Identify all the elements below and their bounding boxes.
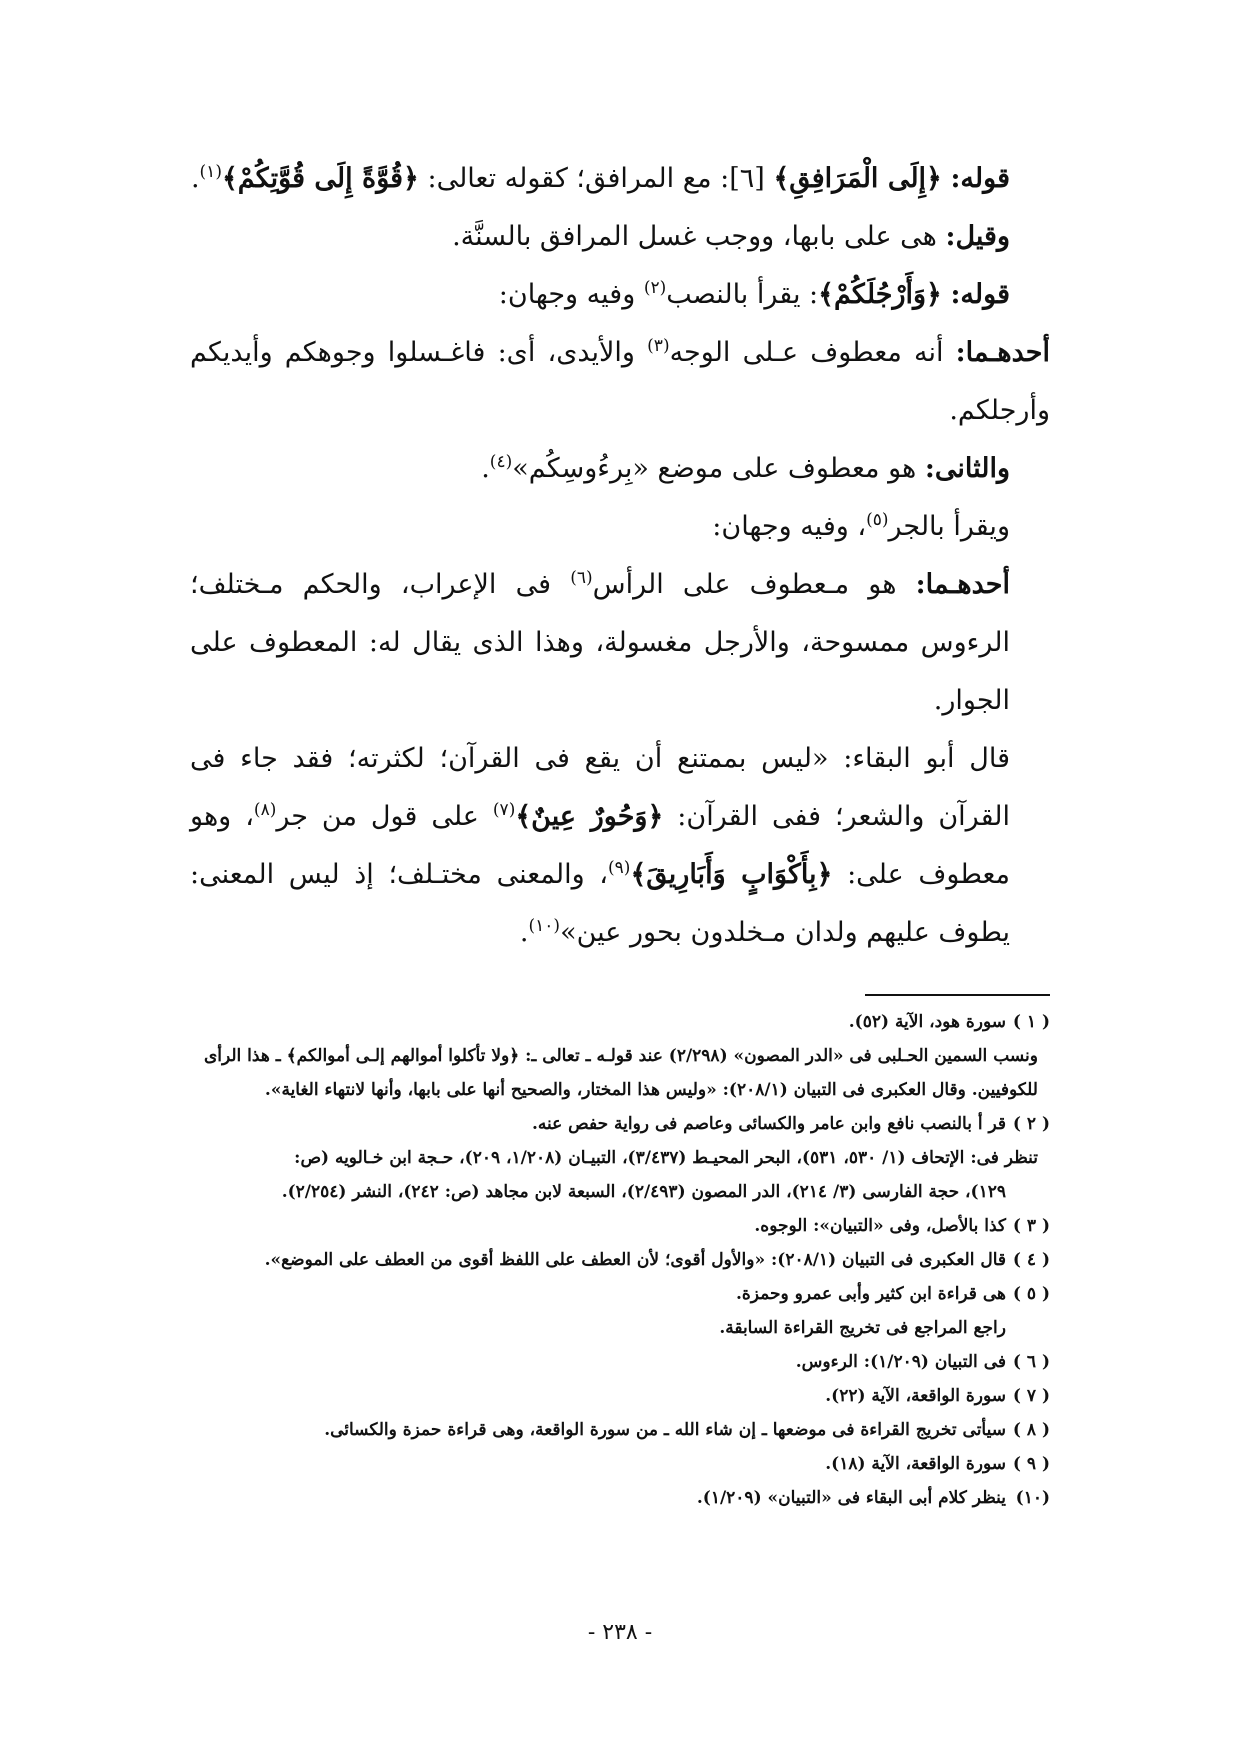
text: .: [519, 917, 529, 948]
text: : يقرأ بالنصب: [666, 279, 819, 310]
footnotes: [190, 1005, 1050, 1515]
footnote-number: ( ٦ ): [1012, 1352, 1050, 1372]
footnote-1: [190, 1005, 1050, 1039]
footnote-10: [190, 1481, 1050, 1515]
paragraph-7: [190, 556, 1050, 730]
footnote-ref: (٦): [570, 568, 593, 588]
footnote-ref: (٧): [492, 800, 516, 820]
text: والأيدى، أى: فاغـسلوا وجوهكم وأيديكم وأرجلكم.: [190, 337, 1050, 426]
paragraph-2: [190, 208, 1050, 266]
quran-quote: ﴿إِلَى الْمَرَافِقِ﴾: [773, 163, 942, 194]
quran-quote: ﴿قُوَّةً إِلَى قُوَّتِكُمْ﴾: [221, 163, 419, 194]
footnote-text: هى قراءة ابن كثير وأبى عمرو وحمزة.: [735, 1284, 1006, 1304]
footnote-4: [190, 1243, 1050, 1277]
footnote-1-continued: للكوفيين. وقال العكبرى فى التبيان (٢٠٨/١): «وليس هذا المختار، والصحيح أنها على بابها، وأنها لانتهاء الغاية».: [264, 1080, 1038, 1100]
footnote-number: ( ١ ): [1012, 1012, 1050, 1032]
footnote-3: [190, 1209, 1050, 1243]
paragraph-1: [190, 150, 1050, 208]
keyword: قوله:: [950, 279, 1010, 310]
footnote-ref: (٥): [866, 510, 889, 530]
keyword: والثانى:: [924, 453, 1010, 484]
paragraph-4: [190, 324, 1050, 440]
text: ، وهو معطوف على:: [190, 801, 1010, 890]
footnote-text: كذا بالأصل، وفى «التبيان»: الوجوه.: [754, 1216, 1006, 1236]
footnote-2: [190, 1107, 1050, 1141]
text: وفيه وجهان:: [498, 279, 636, 310]
text: على قول من جر: [276, 801, 479, 832]
text: ، وفيه وجهان:: [712, 511, 867, 542]
footnote-text: قر أ بالنصب نافع وابن عامر والكسائى وعاصم فى رواية حفص عنه.: [531, 1114, 1006, 1134]
text: ، والمعنى مختـلف؛ إذ ليس المعنى: يطوف عليهم ولدان مـخلدون بحور عين»: [190, 859, 1010, 948]
footnote-number: ( ٨ ): [1012, 1420, 1050, 1440]
text: [٦]: مع المرافق؛ كقوله تعالى:: [427, 163, 765, 194]
text: فى الإعراب، والحكم مـختلف؛ الرءوس ممسوحة، والأرجل مغسولة، وهذا الذى يقال له: المعطوف على الجوار.: [190, 569, 1010, 716]
footnote-text: سيأتى تخريج القراءة فى موضعها ـ إن شاء الله ـ من سورة الواقعة، وهى قراءة حمزة والكسائى.: [324, 1420, 1006, 1440]
footnote-9: [190, 1447, 1050, 1481]
footnote-2-continued: تنظر فى: الإتحاف (١/ ٥٣٠، ٥٣١)، البحر المحيـط (٣/٤٣٧)، التبيـان (١/٢٠٨، ٢٠٩)، حـجة ابن خـالويه (ص:: [294, 1148, 1038, 1168]
footnote-text: قال العكبرى فى التبيان (٢٠٨/١): «والأول أقوى؛ لأن العطف على اللفظ أقوى من العطف على الموضع».: [264, 1250, 1006, 1270]
main-text: [190, 150, 1050, 962]
footnote-5-continued: راجع المراجع فى تخريج القراءة السابقة.: [719, 1318, 1006, 1338]
text: هو مـعطوف على الرأس: [592, 569, 897, 600]
footnote-ref: (٣): [647, 336, 670, 356]
footnote-1-continued: ونسب السمين الحـلبى فى «الدر المصون» (٢/٢٩٨) عند قولـه ـ تعالى ـ: ﴿ولا تأكلوا أموالهم إلـى أموالكم﴾ ـ هذا الرأى: [203, 1046, 1038, 1066]
footnote-2-continued: ١٢٩)، حجة الفارسى (٣/ ٢١٤)، الدر المصون (٢/٤٩٣)، السبعة لابن مجاهد (ص: ٢٤٢)، النشر (٢/٢٥٤).: [281, 1182, 1006, 1202]
footnote-ref: (١٠): [528, 916, 561, 936]
keyword: أحدهـما:: [955, 337, 1050, 368]
footnote-ref: (٨): [253, 800, 277, 820]
footnote-number: ( ٥ ): [1012, 1284, 1050, 1304]
paragraph-5: [190, 440, 1050, 498]
footnote-text: ينظر كلام أبى البقاء فى «التبيان» (١/٢٠٩).: [696, 1488, 1006, 1508]
paragraph-3: [190, 266, 1050, 324]
footnote-number: ( ٩ ): [1012, 1454, 1050, 1474]
footnote-ref: (٢): [643, 278, 667, 298]
text: .: [190, 163, 200, 194]
quran-quote: ﴿وَأَرْجُلَكُمْ﴾: [818, 279, 942, 310]
keyword: وقيل:: [945, 221, 1010, 252]
footnote-number: (١٠): [1015, 1488, 1050, 1508]
keyword: أحدهـما:: [915, 569, 1010, 600]
footnote-ref: (٩): [608, 858, 631, 878]
text: هو معطوف على موضع «بِرءُوسِكُم»: [512, 453, 917, 484]
paragraph-8: [190, 730, 1050, 962]
text: قال أبو البقاء: «ليس بممتنع أن يقع فى القرآن؛ لكثرته؛ فقد جاء فى القرآن والشعر؛ ففى القرآن:: [190, 743, 1010, 832]
footnote-6: [190, 1345, 1050, 1379]
footnote-text: سورة هود، الآية (٥٢).: [848, 1012, 1006, 1032]
quran-quote: ﴿وَحُورٌ عِينٌ﴾: [515, 801, 664, 832]
footnote-8: [190, 1413, 1050, 1447]
text: هى على بابها، ووجب غسل المرافق بالسنَّة.: [452, 221, 937, 252]
quran-quote: ﴿بِأَكْوَابٍ وَأَبَارِيقَ﴾: [630, 859, 833, 890]
footnote-text: سورة الواقعة، الآية (٢٢).: [825, 1386, 1006, 1406]
page-number: - ٢٣٨ -: [587, 1620, 653, 1645]
footnote-7: [190, 1379, 1050, 1413]
footnote-ref: (١): [199, 162, 222, 182]
footnote-ref: (٤): [489, 452, 513, 472]
footnote-number: ( ٧ ): [1012, 1386, 1050, 1406]
text: أنه معطوف عـلى الوجه: [669, 337, 944, 368]
footnote-number: ( ٤ ): [1012, 1250, 1050, 1270]
text: ويقرأ بالجر: [888, 511, 1010, 542]
footnote-text: سورة الواقعة، الآية (١٨).: [825, 1454, 1006, 1474]
footnote-5: [190, 1277, 1050, 1311]
footnote-number: ( ٣ ): [1012, 1216, 1050, 1236]
footnote-number: ( ٢ ): [1012, 1114, 1050, 1134]
paragraph-6: [190, 498, 1050, 556]
footnote-separator: [865, 994, 1050, 996]
keyword: قوله:: [950, 163, 1010, 194]
text: .: [481, 453, 490, 484]
footnote-text: فى التبيان (١/٢٠٩): الرءوس.: [795, 1352, 1006, 1372]
